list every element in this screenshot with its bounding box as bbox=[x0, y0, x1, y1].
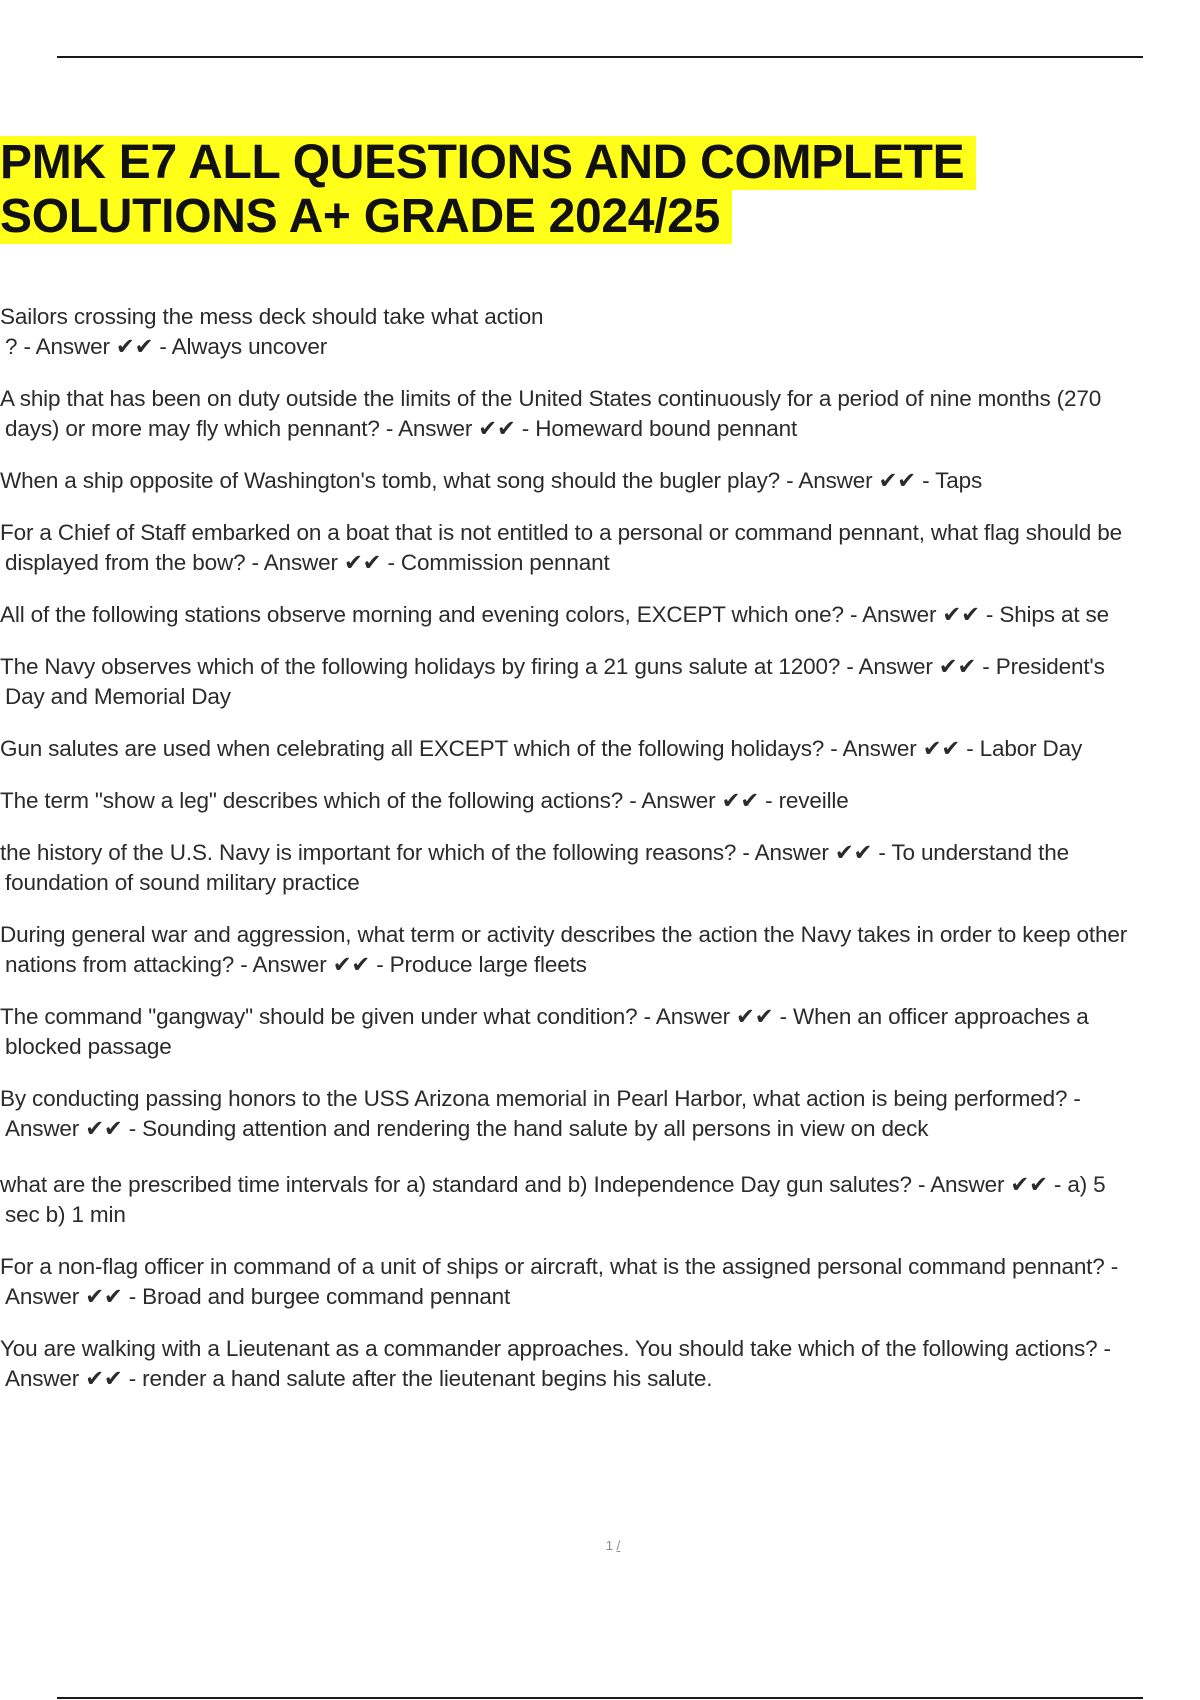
qa-item bbox=[0, 518, 1200, 578]
top-rule bbox=[57, 56, 1143, 58]
qa-line-continued: ? - Answer ✔✔ - Always uncover bbox=[5, 334, 328, 359]
qa-item bbox=[0, 838, 1200, 898]
qa-line-continued: Day and Memorial Day bbox=[5, 684, 231, 709]
qa-line: For a non-flag officer in command of a unit of ships or aircraft, what is the assigned personal command pennant? - bbox=[0, 1254, 1119, 1279]
title-line-1: PMK E7 ALL QUESTIONS AND COMPLETE bbox=[0, 136, 976, 190]
qa-line: All of the following stations observe morning and evening colors, EXCEPT which one? - Answer ✔✔ - Ships at se bbox=[0, 602, 1110, 627]
qa-line: what are the prescribed time intervals for a) standard and b) Independence Day gun salutes? - Answer ✔✔ - a) 5 bbox=[0, 1172, 1106, 1197]
qa-line-continued: sec b) 1 min bbox=[5, 1202, 126, 1227]
page-number-sep: / bbox=[616, 1538, 621, 1553]
qa-item bbox=[0, 920, 1200, 980]
qa-line: the history of the U.S. Navy is important for which of the following reasons? - Answer ✔✔ - To understand the bbox=[0, 840, 1069, 865]
qa-item bbox=[0, 384, 1200, 444]
qa-line: When a ship opposite of Washington's tomb, what song should the bugler play? - Answer ✔✔ - Taps bbox=[0, 468, 983, 493]
qa-line: A ship that has been on duty outside the limits of the United States continuously for a period of nine months (270 bbox=[0, 386, 1102, 411]
page-number-value: 1 bbox=[605, 1538, 613, 1553]
qa-line: During general war and aggression, what term or activity describes the action the Navy takes in order to keep other bbox=[0, 922, 1128, 947]
qa-item bbox=[0, 600, 1200, 630]
qa-line: The term "show a leg" describes which of the following actions? - Answer ✔✔ - reveille bbox=[0, 788, 849, 813]
qa-item bbox=[0, 1084, 1200, 1144]
qa-item bbox=[0, 1002, 1200, 1062]
qa-line-continued: foundation of sound military practice bbox=[5, 870, 360, 895]
qa-item bbox=[0, 466, 1200, 496]
qa-item bbox=[0, 652, 1200, 712]
qa-item bbox=[0, 786, 1200, 816]
qa-line: You are walking with a Lieutenant as a commander approaches. You should take which of the following actions? - bbox=[0, 1336, 1111, 1361]
qa-line: Gun salutes are used when celebrating all EXCEPT which of the following holidays? - Answer ✔✔ - Labor Day bbox=[0, 736, 1083, 761]
page-number bbox=[0, 1538, 1200, 1553]
qa-item bbox=[0, 302, 1200, 362]
qa-list bbox=[0, 302, 1200, 1416]
bottom-rule bbox=[57, 1697, 1143, 1699]
title-line-2: SOLUTIONS A+ GRADE 2024/25 bbox=[0, 190, 732, 244]
qa-line-continued: blocked passage bbox=[5, 1034, 172, 1059]
qa-line-continued: displayed from the bow? - Answer ✔✔ - Commission pennant bbox=[5, 550, 610, 575]
qa-line-continued: Answer ✔✔ - Broad and burgee command pennant bbox=[5, 1284, 511, 1309]
qa-item bbox=[0, 1170, 1200, 1230]
qa-item bbox=[0, 1252, 1200, 1312]
qa-line: The Navy observes which of the following holidays by firing a 21 guns salute at 1200? - Answer ✔✔ - President's bbox=[0, 654, 1105, 679]
qa-line-continued: Answer ✔✔ - Sounding attention and rendering the hand salute by all persons in view on deck bbox=[5, 1116, 929, 1141]
qa-line: Sailors crossing the mess deck should take what action bbox=[0, 304, 544, 329]
qa-item bbox=[0, 734, 1200, 764]
qa-item bbox=[0, 1334, 1200, 1394]
qa-line: The command "gangway" should be given under what condition? - Answer ✔✔ - When an officer approaches a bbox=[0, 1004, 1089, 1029]
qa-line-continued: days) or more may fly which pennant? - Answer ✔✔ - Homeward bound pennant bbox=[5, 416, 798, 441]
qa-line-continued: Answer ✔✔ - render a hand salute after the lieutenant begins his salute. bbox=[5, 1366, 713, 1391]
qa-line-continued: nations from attacking? - Answer ✔✔ - Produce large fleets bbox=[5, 952, 587, 977]
qa-line: By conducting passing honors to the USS Arizona memorial in Pearl Harbor, what action is being performed? - bbox=[0, 1086, 1081, 1111]
qa-line: For a Chief of Staff embarked on a boat that is not entitled to a personal or command pennant, what flag should be bbox=[0, 520, 1122, 545]
document-title bbox=[0, 136, 976, 244]
